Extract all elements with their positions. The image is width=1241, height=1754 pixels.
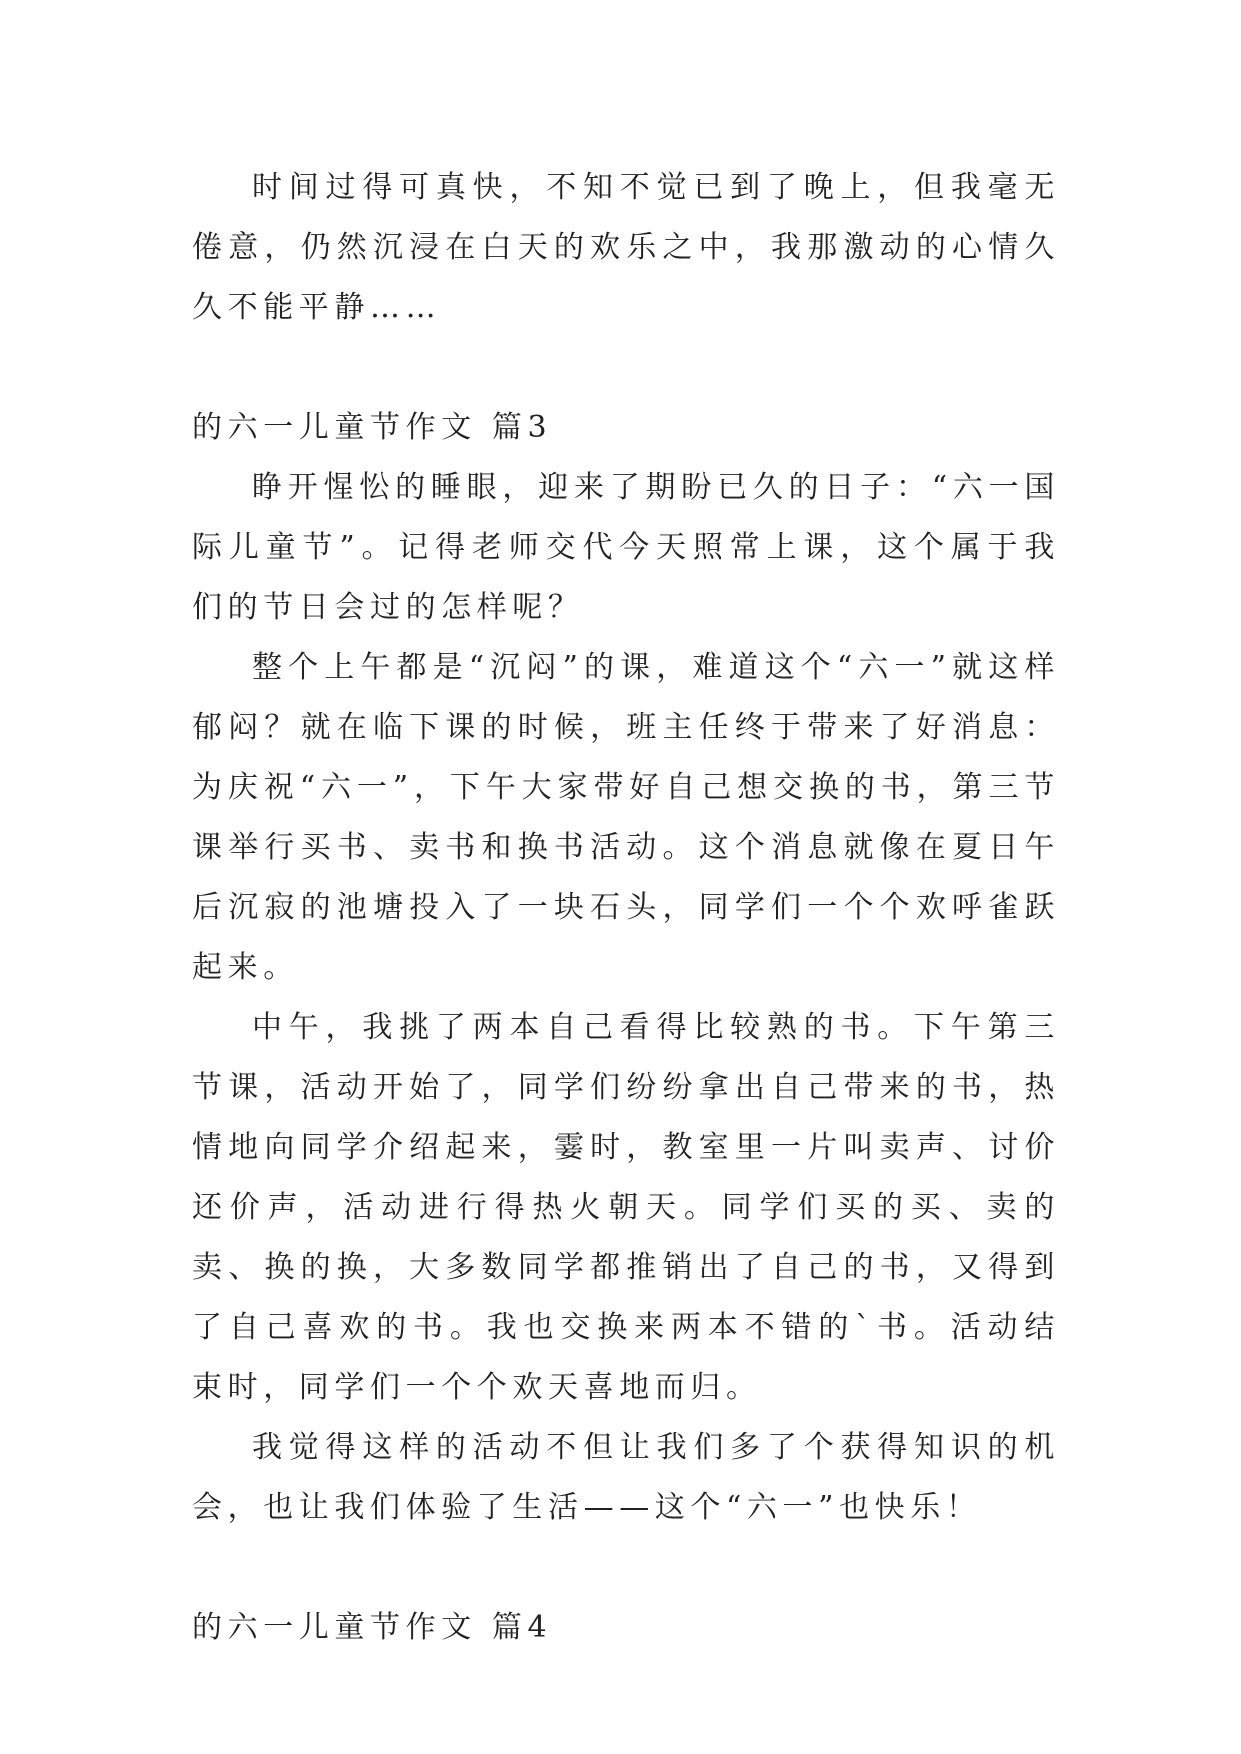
section-heading: 的六一儿童节作文 篇3 (192, 410, 553, 445)
paragraph: 睁开惺忪的睡眼，迎来了期盼已久的日子：“六一国际儿童节”。记得老师交代今天照常上课，这个属于我们的节日会过的怎样呢？ (192, 470, 1060, 625)
document-body (192, 158, 1060, 1658)
paragraph: 我觉得这样的活动不但让我们多了个获得知识的机会，也让我们体验了生活——这个“六一”也快乐！ (192, 1430, 1060, 1525)
paragraph-spacer (192, 1538, 1060, 1598)
paragraph-spacer (192, 338, 1060, 398)
section-heading: 的六一儿童节作文 篇4 (192, 1610, 553, 1645)
paragraph: 整个上午都是“沉闷”的课，难道这个“六一”就这样郁闷？就在临下课的时候，班主任终于带来了好消息：为庆祝“六一”，下午大家带好自己想交换的书，第三节课举行买书、卖书和换书活动。这个消息就像在夏日午后沉寂的池塘投入了一块石头，同学们一个个欢呼雀跃起来。 (192, 650, 1060, 985)
paragraph: 时间过得可真快，不知不觉已到了晚上，但我毫无倦意，仍然沉浸在白天的欢乐之中，我那激动的心情久久不能平静…… (192, 170, 1060, 325)
paragraph: 中午，我挑了两本自己看得比较熟的书。下午第三节课，活动开始了，同学们纷纷拿出自己带来的书，热情地向同学介绍起来，霎时，教室里一片叫卖声、讨价还价声，活动进行得热火朝天。同学们买的买、卖的卖、换的换，大多数同学都推销出了自己的书，又得到了自己喜欢的书。我也交换来两本不错的`书。活动结束时，同学们一个个欢天喜地而归。 (192, 1010, 1060, 1405)
